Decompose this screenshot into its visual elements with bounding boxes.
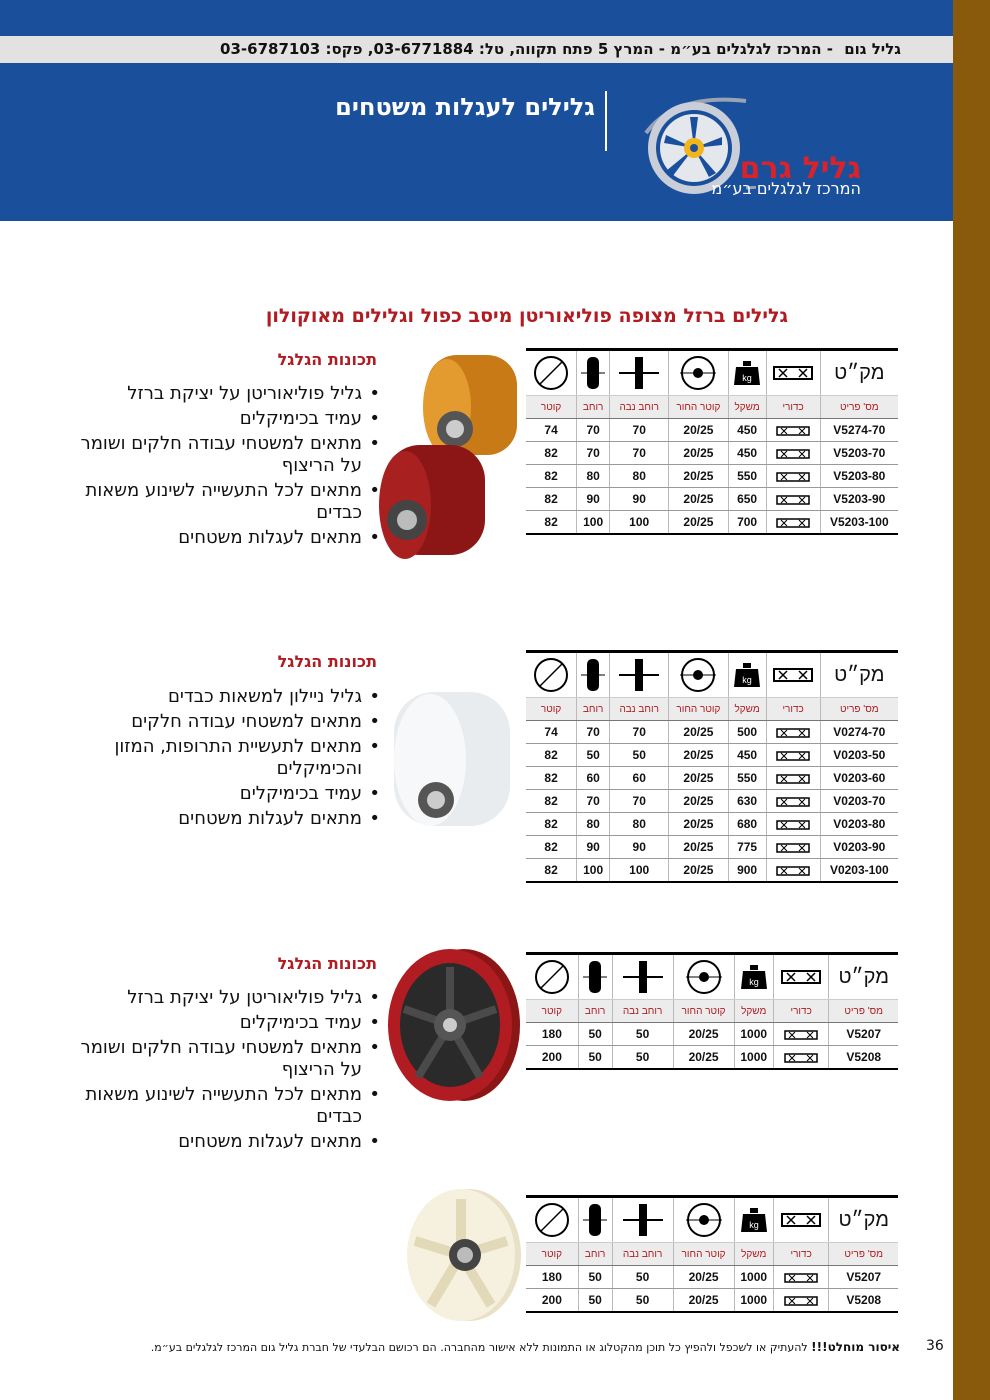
cell: 1000 [734,1266,773,1289]
cell: 82 [526,488,577,511]
weight-kg-icon [733,360,761,386]
cell: 82 [526,511,577,535]
bearing-cell [766,790,820,813]
column-label: כדורי [766,698,820,721]
cell: 50 [610,744,669,767]
cell: 50 [577,744,610,767]
weight-header [728,652,766,698]
table-row [526,1023,898,1046]
cell: 630 [728,790,766,813]
cell: 20/25 [669,419,728,442]
diameter-icon [533,959,571,995]
svg-text:kg: kg [742,675,752,685]
side-stripe [953,0,990,1400]
cell: V0203-50 [820,744,898,767]
cell: 20/25 [669,744,728,767]
ball-bearing-icon [776,518,810,528]
feature-item: • עמיד בכימיקלים [70,783,380,805]
cell: 100 [610,859,669,883]
table-row [526,790,898,813]
column-label: מס' פריט [829,1243,898,1266]
cell: 80 [610,465,669,488]
cell: 90 [577,488,610,511]
ball-bearing-icon [776,820,810,830]
hub-width-icon [621,959,665,995]
bearing-cell [773,1289,829,1313]
feature-item: • עמיד בכימיקלים [70,1012,380,1034]
cell: 82 [526,790,577,813]
column-label: קוטר [526,698,577,721]
column-label: קוטר החור [669,698,728,721]
column-label: רוחב נבה [610,698,669,721]
cell: V5274-70 [820,419,898,442]
ball-bearing-icon [776,728,810,738]
cell: 82 [526,836,577,859]
column-label: קוטר [526,1243,578,1266]
feature-item: • מתאים לעגלות משטחים [70,527,380,549]
feature-item: • גליל ניילון למשאות כבדים [70,686,380,708]
cell: 550 [728,465,766,488]
table-row [526,465,898,488]
top-band [0,0,953,36]
ball-bearing-icon [776,495,810,505]
cell: 70 [610,790,669,813]
column-label: כדורי [766,396,820,419]
page-title: גלילים לעגלות משטחים [335,93,595,121]
cell: 82 [526,744,577,767]
hub-width-header [610,350,669,396]
ball-bearing-icon [781,1213,821,1227]
cell: V5208 [829,1289,898,1313]
column-label: משקל [734,1243,773,1266]
cell: V0274-70 [820,721,898,744]
table-row [526,442,898,465]
icon-row [526,652,898,698]
ball-bearing-icon [773,366,813,380]
ball-bearing-icon [784,1296,818,1306]
column-label: רוחב [577,396,610,419]
cell: 200 [526,1289,578,1313]
ball-bearing-icon [773,668,813,682]
cell: 1000 [734,1046,773,1070]
bearing-cell [766,721,820,744]
cell: V5203-80 [820,465,898,488]
cell: 180 [526,1266,578,1289]
features-title-2: תכונות הגלגל [277,652,377,671]
column-label: משקל [734,1000,773,1023]
feature-item: • מתאים לעגלות משטחים [70,1131,380,1153]
weight-kg-icon [740,964,768,990]
ball-bearing-icon [776,866,810,876]
logo-name: גליל גרם [739,151,861,186]
label-row [526,1000,898,1023]
svg-text:kg: kg [742,373,752,383]
column-label: רוחב [578,1000,612,1023]
cell: V0203-90 [820,836,898,859]
bore-header [673,1197,734,1243]
bearing-cell [766,744,820,767]
features-title-1: תכונות הגלגל [277,350,377,369]
table-row [526,744,898,767]
ball-bearing-icon [784,1273,818,1283]
width-header [577,652,610,698]
cell: 775 [728,836,766,859]
copyright-footer [88,1340,900,1354]
spec-table-3 [526,952,898,1070]
cell: 70 [577,721,610,744]
cell: 20/25 [673,1023,734,1046]
cell: 70 [577,419,610,442]
copyright-text: להעתיק או לשכפל ולהפיץ כל תוכן מהקטלוג או התמונות ללא אישור מהחברה. הם רכושם הבלעדי של חברת גליל גום המרכז לגלגלים בע״מ. [150,1341,808,1354]
cell: 20/25 [669,488,728,511]
icon-row [526,1197,898,1243]
diameter-icon [533,1202,571,1238]
cell: 20/25 [673,1289,734,1313]
cell: 20/25 [669,813,728,836]
cell: 82 [526,767,577,790]
bearing-cell [773,1266,829,1289]
feature-item: • מתאים למשטחי עבודה חלקים ושומר על הריצוף [70,1037,380,1081]
bore-diameter-icon [678,355,718,391]
bearing-cell [766,465,820,488]
cell: 20/25 [669,721,728,744]
bearing-cell [766,859,820,883]
cell: 82 [526,442,577,465]
weight-header [728,350,766,396]
width-header [578,954,612,1000]
diameter-icon [532,657,570,693]
diameter-header [526,652,577,698]
cell: 82 [526,813,577,836]
cell: 74 [526,419,577,442]
company-logo [636,93,916,203]
cell: 82 [526,859,577,883]
cell: 50 [612,1289,673,1313]
column-label: מס' פריט [820,396,898,419]
cast-iron-wheel-image [380,945,525,1105]
ball-bearing-icon [776,449,810,459]
nylon-wheel-image [405,1185,525,1325]
spec-table-1 [526,348,898,535]
hub-width-header [610,652,669,698]
ball-bearing-icon [776,797,810,807]
icon-row [526,954,898,1000]
width-header [577,350,610,396]
weight-header [734,954,773,1000]
cell: 20/25 [673,1046,734,1070]
cell: 60 [610,767,669,790]
feature-item: • מתאים למשטחי עבודה חלקים [70,711,380,733]
hub-width-icon [621,1202,665,1238]
width-icon [583,1202,607,1238]
feature-item: • מתאים לכל התעשייה לשינוע משאות כבדים [70,480,380,524]
label-row [526,698,898,721]
feature-item: • עמיד בכימיקלים [70,408,380,430]
feature-item: • גליל פוליאוריטן על יציקת ברזל [70,383,380,405]
bore-header [669,652,728,698]
column-label: כדורי [773,1000,829,1023]
cell: 50 [578,1046,612,1070]
cell: 20/25 [669,767,728,790]
bearing-cell [766,419,820,442]
copyright-warning: איסור מוחלט!!! [811,1340,900,1354]
ball-bearing-icon [784,1030,818,1040]
cell: 50 [612,1266,673,1289]
svg-text:kg: kg [748,977,759,987]
cell: V0203-60 [820,767,898,790]
cell: V0203-80 [820,813,898,836]
ball-bearing-icon [776,472,810,482]
bearing-cell [766,442,820,465]
column-label: רוחב [577,698,610,721]
cell: 70 [610,419,669,442]
column-label: רוחב נבה [612,1243,673,1266]
cell: 50 [578,1266,612,1289]
table-row [526,813,898,836]
cell: V0203-100 [820,859,898,883]
spec-table-2 [526,650,898,883]
cell: 450 [728,442,766,465]
cell: 900 [728,859,766,883]
table-row [526,511,898,535]
cell: 90 [577,836,610,859]
feature-item: • מתאים למשטחי עבודה חלקים ושומר על הריצוף [70,433,380,477]
bearing-cell [766,488,820,511]
cell: 20/25 [669,836,728,859]
bearing-cell [773,1023,829,1046]
cell: 82 [526,465,577,488]
part-number-header: מק״ט [829,954,898,1000]
cell: V5203-100 [820,511,898,535]
bore-header [673,954,734,1000]
bore-header [669,350,728,396]
cell: 100 [577,859,610,883]
cell: 50 [612,1023,673,1046]
column-label: משקל [728,698,766,721]
bearing-cell [773,1046,829,1070]
feature-item: • מתאים לכל התעשייה לשינוע משאות כבדים [70,1084,380,1128]
diameter-header [526,350,577,396]
cell: 70 [610,721,669,744]
cell: 80 [577,465,610,488]
features-list-1 [70,383,380,552]
column-label: משקל [728,396,766,419]
cell: V5208 [829,1046,898,1070]
cell: 50 [578,1023,612,1046]
ball-bearing-icon [784,1053,818,1063]
page-number: 36 [926,1338,944,1354]
table-row [526,1046,898,1070]
column-label: קוטר [526,396,577,419]
feature-item: • גליל פוליאוריטן על יציקת ברזל [70,987,380,1009]
cell: V0203-70 [820,790,898,813]
column-label: קוטר החור [673,1000,734,1023]
cell: 80 [610,813,669,836]
weight-kg-icon [733,662,761,688]
cell: 60 [577,767,610,790]
cell: 90 [610,836,669,859]
cell: 650 [728,488,766,511]
cell: 450 [728,744,766,767]
cell: 500 [728,721,766,744]
column-label: מס' פריט [820,698,898,721]
cell: 70 [610,442,669,465]
spec-table-4 [526,1195,898,1313]
cell: V5207 [829,1266,898,1289]
bore-diameter-icon [684,959,724,995]
bore-diameter-icon [684,1202,724,1238]
column-label: קוטר החור [669,396,728,419]
part-number-header: מק״ט [829,1197,898,1243]
table-row [526,721,898,744]
part-number-header: מק״ט [820,350,898,396]
bearing-header [773,954,829,1000]
width-icon [583,959,607,995]
cell: V5207 [829,1023,898,1046]
bearing-header [766,652,820,698]
cell: 20/25 [673,1266,734,1289]
bore-diameter-icon [678,657,718,693]
width-icon [581,355,605,391]
features-title-3: תכונות הגלגל [277,954,377,973]
cell: 74 [526,721,577,744]
column-label: רוחב נבה [610,396,669,419]
cell: 450 [728,419,766,442]
table-row [526,836,898,859]
nylon-roller-image [380,688,520,833]
contact-bar [0,36,953,63]
table-row [526,1266,898,1289]
cell: 20/25 [669,790,728,813]
bearing-header [773,1197,829,1243]
cell: 20/25 [669,465,728,488]
pu-rollers-image [355,345,525,570]
cell: 20/25 [669,442,728,465]
cell: 180 [526,1023,578,1046]
bearing-cell [766,836,820,859]
column-label: מס' פריט [829,1000,898,1023]
header-banner [0,63,953,221]
hub-width-icon [617,657,661,693]
contact-details: - המרכז לגלגלים בע״מ - המרץ 5 פתח תקווה, טל: 03-6771884, פקס: 03-6787103 [220,40,833,58]
weight-kg-icon [740,1207,768,1233]
cell: 70 [577,442,610,465]
cell: 100 [577,511,610,535]
feature-item: • מתאים לעגלות משטחים [70,808,380,830]
cell: 90 [610,488,669,511]
width-header [578,1197,612,1243]
diameter-icon [532,355,570,391]
features-list-2 [70,686,380,833]
cell: 200 [526,1046,578,1070]
table-row [526,859,898,883]
cell: 1000 [734,1289,773,1313]
column-label: רוחב נבה [612,1000,673,1023]
cell: 50 [612,1046,673,1070]
hub-width-header [612,1197,673,1243]
feature-item: • מתאים לתעשיית התרופות, המזון והכימיקלים [70,736,380,780]
icon-row [526,350,898,396]
ball-bearing-icon [781,970,821,984]
bearing-cell [766,813,820,836]
column-label: קוטר [526,1000,578,1023]
hub-width-icon [617,355,661,391]
cell: 100 [610,511,669,535]
column-label: קוטר החור [673,1243,734,1266]
width-icon [581,657,605,693]
bearing-cell [766,511,820,535]
label-row [526,396,898,419]
ball-bearing-icon [776,426,810,436]
ball-bearing-icon [776,751,810,761]
label-row [526,1243,898,1266]
cell: 50 [578,1289,612,1313]
cell: 20/25 [669,859,728,883]
section-title: גלילים ברזל מצופה פוליאוריטן מיסב כפול וגלילים מאוקולון [265,305,788,327]
cell: 550 [728,767,766,790]
svg-text:kg: kg [748,1220,759,1230]
hub-width-header [612,954,673,1000]
table-row [526,1289,898,1313]
cell: 20/25 [669,511,728,535]
bearing-cell [766,767,820,790]
cell: 680 [728,813,766,836]
bearing-header [766,350,820,396]
cell: 70 [577,790,610,813]
header-divider [605,91,607,151]
logo-subtitle: המרכז לגלגלים בע״מ [711,179,861,198]
table-row [526,488,898,511]
contact-brand: גליל גום [844,40,901,58]
cell: 1000 [734,1023,773,1046]
cell: 80 [577,813,610,836]
diameter-header [526,1197,578,1243]
cell: V5203-90 [820,488,898,511]
cell: 700 [728,511,766,535]
part-number-header: מק״ט [820,652,898,698]
ball-bearing-icon [776,843,810,853]
table-row [526,419,898,442]
features-list-3 [70,987,380,1156]
weight-header [734,1197,773,1243]
cell: V5203-70 [820,442,898,465]
ball-bearing-icon [776,774,810,784]
column-label: רוחב [578,1243,612,1266]
diameter-header [526,954,578,1000]
table-row [526,767,898,790]
column-label: כדורי [773,1243,829,1266]
